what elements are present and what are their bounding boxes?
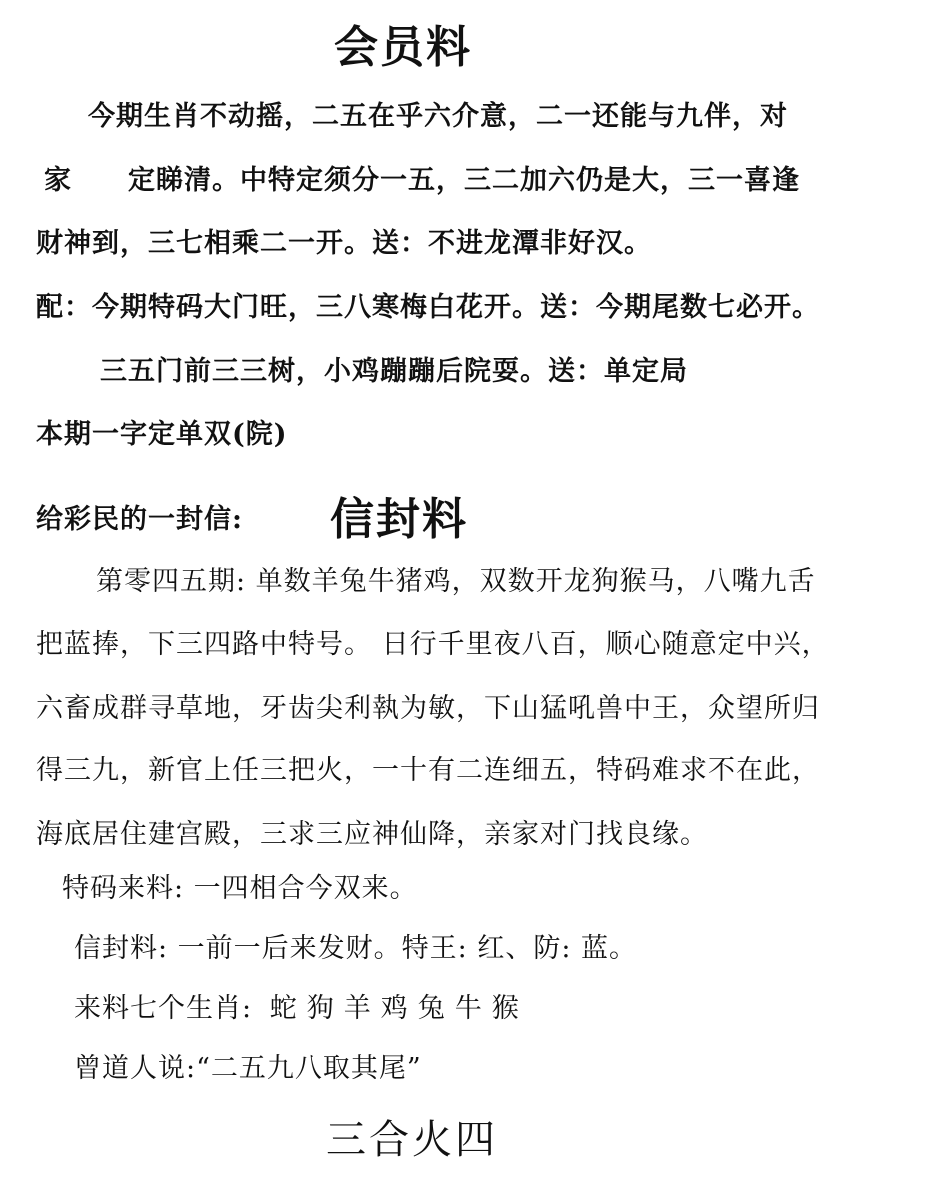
zodiac-row bbox=[74, 992, 529, 1026]
zodiac-label: 来料七个生肖: bbox=[74, 993, 253, 1024]
letter-line-5: 海底居住建宫殿，三求三应神仙降，亲家对门找良缘。 bbox=[36, 819, 708, 850]
member-line-3: 财神到，三七相乘二一开。送：不进龙潭非好汉。 bbox=[36, 228, 652, 259]
letter-line-3: 六畜成群寻草地，牙齿尖利執为敏，下山猛吼兽中王，众望所归 bbox=[36, 693, 820, 724]
zodiac-list: 蛇狗羊鸡兔牛猴 bbox=[269, 993, 529, 1024]
letter-line-4: 得三九，新官上任三把火，一十有二连细五，特码难求不在此， bbox=[36, 755, 820, 786]
special-source-note: 特码来料: 一四相合今双来。 bbox=[62, 873, 418, 904]
letter-line-2: 把蓝捧，下三四路中特号。 日行千里夜八百，顺心随意定中兴， bbox=[36, 629, 830, 660]
member-section-title: 会员料 bbox=[334, 22, 472, 73]
letter-section-title: 信封料 bbox=[330, 494, 468, 545]
member-line-5: 三五门前三三树，小鸡蹦蹦后院耍。送：单定局 bbox=[100, 356, 688, 387]
footer-title: 三合火四 bbox=[326, 1117, 498, 1163]
letter-line-1: 第零四五期: 单数羊兔牛猪鸡，双数开龙狗猴马，八嘴九舌 bbox=[96, 566, 816, 597]
envelope-material-note: 信封料: 一前一后来发财。特王: 红、防: 蓝。 bbox=[74, 933, 638, 964]
member-line-6: 本期一字定单双(院) bbox=[36, 419, 288, 450]
member-line-4: 配：今期特码大门旺，三八寒梅白花开。送：今期尾数七必开。 bbox=[36, 292, 820, 323]
member-line-1: 今期生肖不动摇，二五在乎六介意，二一还能与九伴，对 bbox=[88, 101, 788, 132]
member-line-2: 家 定睇清。中特定须分一五，三二加六仍是大，三一喜逢 bbox=[44, 165, 800, 196]
saying-note: 曾道人说:“二五九八取其尾” bbox=[74, 1053, 422, 1084]
letter-intro: 给彩民的一封信: bbox=[36, 504, 243, 535]
